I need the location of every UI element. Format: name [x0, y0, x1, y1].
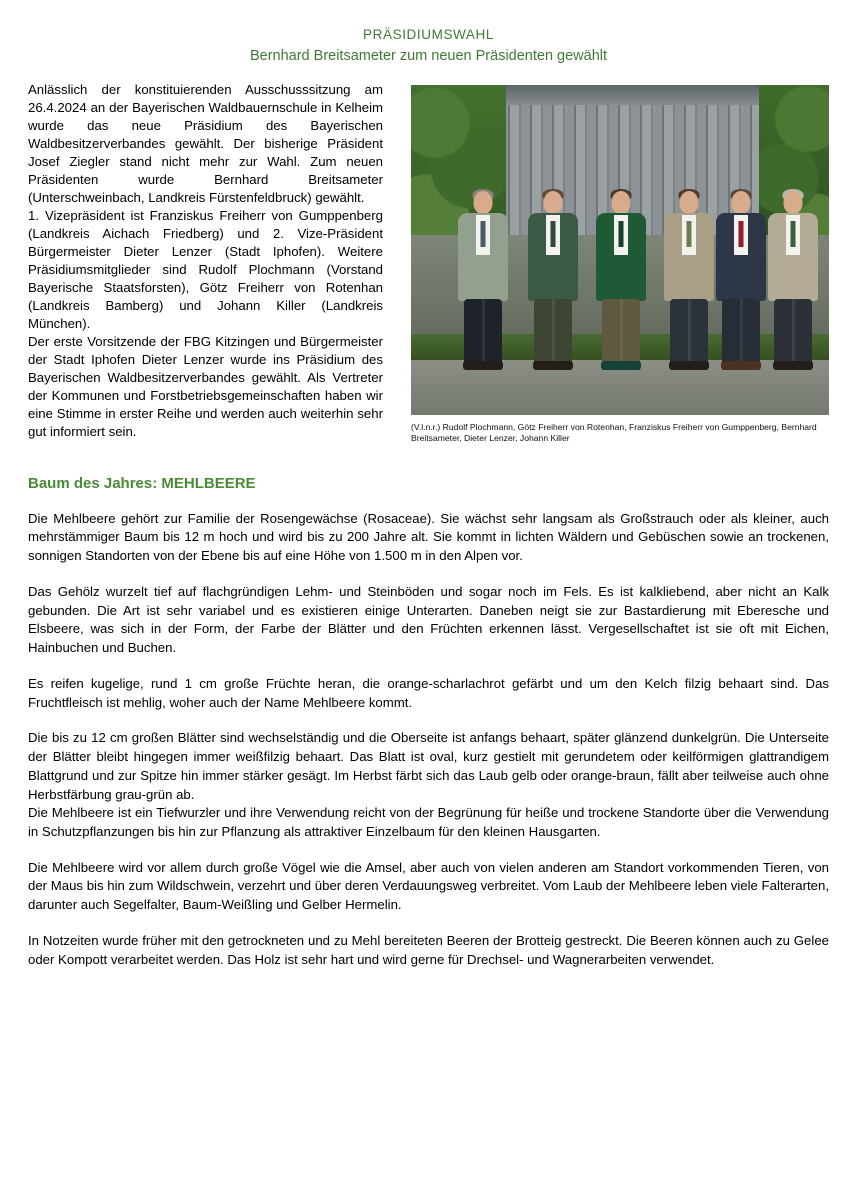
intro-column	[28, 81, 383, 441]
body-paragraph-7: In Notzeiten wurde früher mit den getrockneten und zu Mehl bereiteten Beeren der Brotteig gestreckt. Die Beeren können auch zu Gelee oder Kompott verarbeitet werden. Das Holz ist sehr hart und wird gerne für Drechsel- und Wagnerarbeiten verwendet.	[28, 932, 829, 967]
person-shoes	[533, 361, 573, 370]
person-trousers	[534, 299, 572, 363]
intro-paragraph-1: Anlässlich der konstituierenden Ausschusssitzung am 26.4.2024 an der Bayerischen Waldbauernschule in Kelheim wurde das neue Präsidium des Bayerischen Waldbesitzerverbandes gewählt. Der bisherige Präsident Josef Ziegler stand nicht mehr zur Wahl. Zum neuen Präsidenten wurde Bernhard Breitsameter (Unterschweinbach, Landkreis Fürstenfeldbruck) gewählt.	[28, 81, 383, 205]
page-subtitle: Bernhard Breitsameter zum neuen Präsidenten gewählt	[249, 48, 608, 65]
body-paragraph-1: Die Mehlbeere gehört zur Familie der Rosengewächse (Rosaceae). Sie wächst sehr langsam als Großstrauch oder als kleiner, auch mehrstämmiger Baum bis 12 m hoch und wird bis zu 200 Jahre alt. Sie kommt in lichten Wäldern und Gebüschen sowie an trockenen, sonnigen Standorten von der Ebene bis auf eine Höhe von 1.500 m in den Alpen vor.	[28, 510, 829, 564]
person-shoes	[721, 361, 761, 370]
person-shoes	[773, 361, 813, 370]
section-heading-tree-of-the-year: Baum des Jahres: MEHLBEERE	[28, 474, 256, 492]
person-head	[784, 191, 803, 214]
person-tie	[739, 221, 744, 247]
body-paragraph-3: Es reifen kugelige, rund 1 cm große Früchte heran, die orange-scharlachrot gefärbt und um den Kelch filzig behaart sind. Das Fruchtfleisch ist mehlig, woher auch der Name Mehlbeere kommt.	[28, 675, 829, 710]
person-shoes	[463, 361, 503, 370]
section-body	[28, 510, 829, 970]
person-head	[474, 191, 493, 214]
body-paragraph-2: Das Gehölz wurzelt tief auf flachgründigen Lehm- und Steinböden und sogar noch im Fels. Es ist kalkliebend, aber nicht an Kalk gebunden. Die Art ist sehr variabel und es existieren einige Unterarten. Daneben neigt sie zur Bastardierung mit Eberesche und Elsbeere, was sich in der Form, der Farbe der Blätter und den Früchten erkennen lässt. Vergesellschaftet ist sie oft mit Eichen, Hainbuchen und Buchen.	[28, 583, 829, 656]
top-section	[28, 81, 829, 445]
page-title: PRÄSIDIUMSWAHL	[363, 27, 494, 42]
intro-paragraph-2: 1. Vizepräsident ist Franziskus Freiherr von Gumppenberg (Landkreis Aichach Friedberg) und 2. Vize-Präsident Bürgermeister Dieter Lenzer (Stadt Iphofen). Weitere Präsidiumsmitglieder sind Rudolf Plochmann (Vorstand Bayerische Staatsforsten), Götz Freiherr von Rotenhan (Landkreis Bamberg) und Johann Killer (Landkreis München).	[28, 207, 383, 331]
photo-person-1	[453, 191, 513, 373]
person-trousers	[670, 299, 708, 363]
body-paragraph-6: Die Mehlbeere wird vor allem durch große Vögel wie die Amsel, aber auch von vielen anderen am Standort vorkommenden Tieren, von der Maus bis hin zum Wildschwein, verzehrt und über deren Verdauungsweg verbreitet. Vom Laub der Mehlbeere leben viele Falterarten, darunter auch Segelfalter, Baum-Weißling und Gelber Hermelin.	[28, 859, 829, 913]
person-trousers	[464, 299, 502, 363]
person-shoes	[601, 361, 641, 370]
photo-figure	[411, 85, 829, 445]
person-shoes	[669, 361, 709, 370]
person-trousers	[602, 299, 640, 363]
body-paragraph-5: Die Mehlbeere ist ein Tiefwurzler und ihre Verwendung reicht von der Begrünung für heiße und trockene Standorte über die Verwendung in Schutzpflanzungen bis hin zur Pflanzung als attraktiver Einzelbaum für den kleinen Hausgarten.	[28, 805, 829, 839]
person-tie	[481, 221, 486, 247]
photo-person-3	[591, 191, 651, 373]
person-tie	[619, 221, 624, 247]
intro-paragraph-3: Der erste Vorsitzende der FBG Kitzingen und Bürgermeister der Stadt Iphofen Dieter Lenzer wurde ins Präsidium des Bayerischen Waldbesitzerverbandes gewählt. Als Vertreter der Kommunen und Forstbetriebsgemeinschaften haben wir eine Stimme in erster Reihe und werden auch weiterhin sehr gut informiert sein.	[28, 333, 383, 439]
photo-person-6	[763, 191, 823, 373]
person-trousers	[722, 299, 760, 363]
person-head	[732, 191, 751, 214]
person-tie	[687, 221, 692, 247]
person-tie	[791, 221, 796, 247]
document-content	[0, 81, 857, 970]
document-header	[0, 0, 857, 67]
body-paragraph-4: Die bis zu 12 cm großen Blätter sind wechselständig und die Oberseite ist anfangs behaart, später glänzend dunkelgrün. Die Unterseite der Blätter bleibt hingegen immer weißfilzig behaart. Das Blatt ist oval, kurz gestielt mit gerundetem oder keilförmigen glattrandigem Blattgrund und zur Spitze hin immer stärker gesägt. Im Herbst färbt sich das Laub gelb oder orange-braun, fällt aber teilweise auch ohne Herbstfärbung grau-grün ab.	[28, 730, 829, 802]
group-photo	[411, 85, 829, 415]
photo-person-2	[523, 191, 583, 373]
photo-person-5	[711, 191, 771, 373]
person-head	[544, 191, 563, 214]
person-head	[680, 191, 699, 214]
person-tie	[551, 221, 556, 247]
photo-person-4	[659, 191, 719, 373]
person-head	[612, 191, 631, 214]
person-trousers	[774, 299, 812, 363]
photo-caption: (V.l.n.r.) Rudolf Plochmann, Götz Freiherr von Rotenhan, Franziskus Freiherr von Gumppenberg, Bernhard Breitsameter, Dieter Lenzer, Johann Killer	[411, 421, 817, 444]
